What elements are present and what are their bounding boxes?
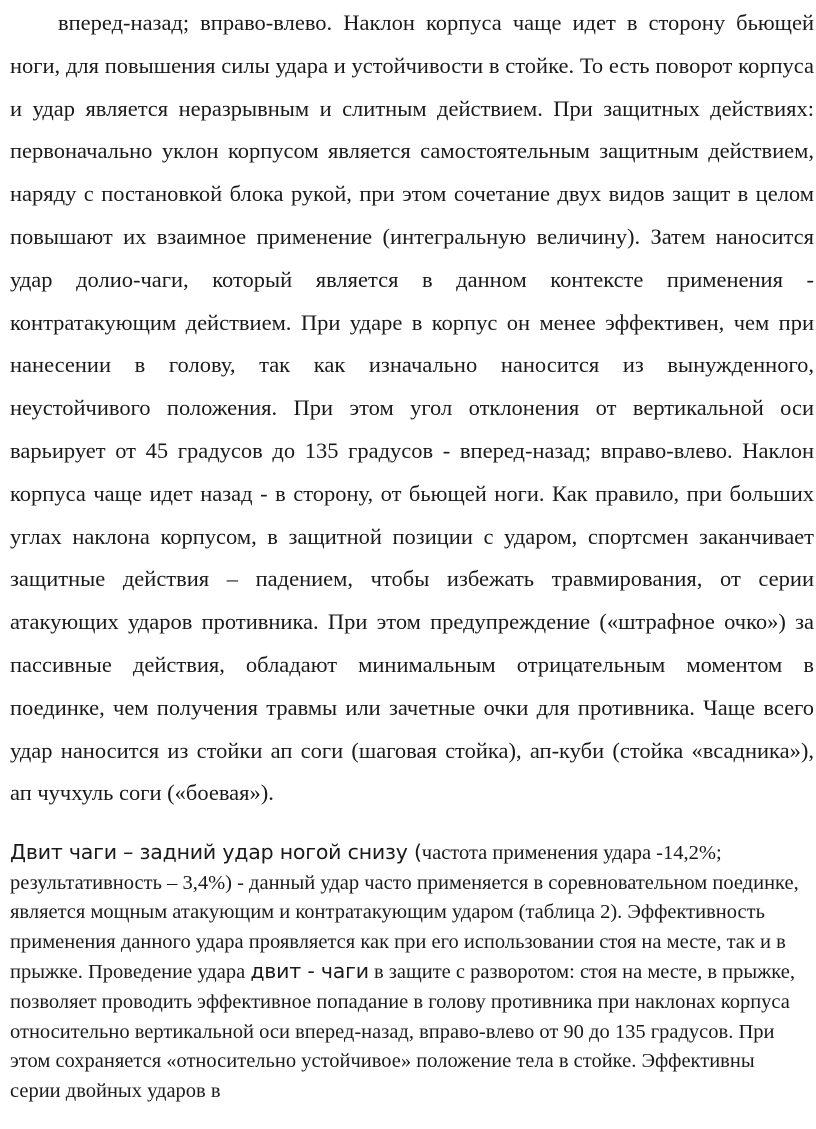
term-dvit-chagi-inline: двит - чаги — [250, 959, 369, 984]
paragraph-dvit-chagi — [10, 838, 810, 1106]
paragraph-dvit-chagi-text-b: в защите с разворотом: стоя на месте, в прыжке, позволяет проводить эффективное попадание в голову противника при наклонах корпуса относительно вертикальной оси вперед-назад, вправо-влево от 90 до 135 градусов. При этом сохраняется «относительно устойчивое» положение тела в стойке. Эффективны серии двойных ударов в — [10, 961, 795, 1102]
paragraph-technique-description: вперед-назад; вправо-влево. Наклон корпуса чаще идет в сторону бьющей ноги, для повышения силы удара и устойчивости в стойке. То есть поворот корпуса и удар является неразрывным и слитным действием. При защитных действиях: первоначально уклон корпусом является самостоятельным защитным действием, наряду с постановкой блока рукой, при этом сочетание двух видов защит в целом повышают их взаимное применение (интегральную величину). Затем наносится удар долио-чаги, который является в данном контексте применения - контратакующим действием. При ударе в корпус он менее эффективен, чем при нанесении в голову, так как изначально наносится из вынужденного, неустойчивого положения. При этом угол отклонения от вертикальной оси варьирует от 45 градусов до 135 градусов - вперед-назад; вправо-влево. Наклон корпуса чаще идет назад - в сторону, от бьющей ноги. Как правило, при больших углах наклона корпусом, в защитной позиции с ударом, спортсмен заканчивает защитные действия – падением, чтобы избежать травмирования, от серии атакующих ударов противника. При этом предупреждение («штрафное очко») за пассивные действия, обладают минимальным отрицательным моментом в поединке, чем получения травмы или зачетные очки для противника. Чаще всего удар наносится из стойки ап соги (шаговая стойка), ап-куби (стойка «всадника»), ап чучхуль соги («боевая»). — [10, 10, 814, 806]
term-heading-dvit-chagi: Двит чаги – задний удар ногой снизу ( — [10, 840, 422, 864]
paragraph-dvit-chagi-text-a: частота применения удара -14,2%; результативность – 3,4%) - данный удар часто применяется в соревновательном поединке, является мощным атакующим и контратакующим ударом (таблица 2). Эффективность применения данного удара проявляется как при его использовании стоя на месте, так и в прыжке. Проведение удара — [10, 842, 799, 984]
